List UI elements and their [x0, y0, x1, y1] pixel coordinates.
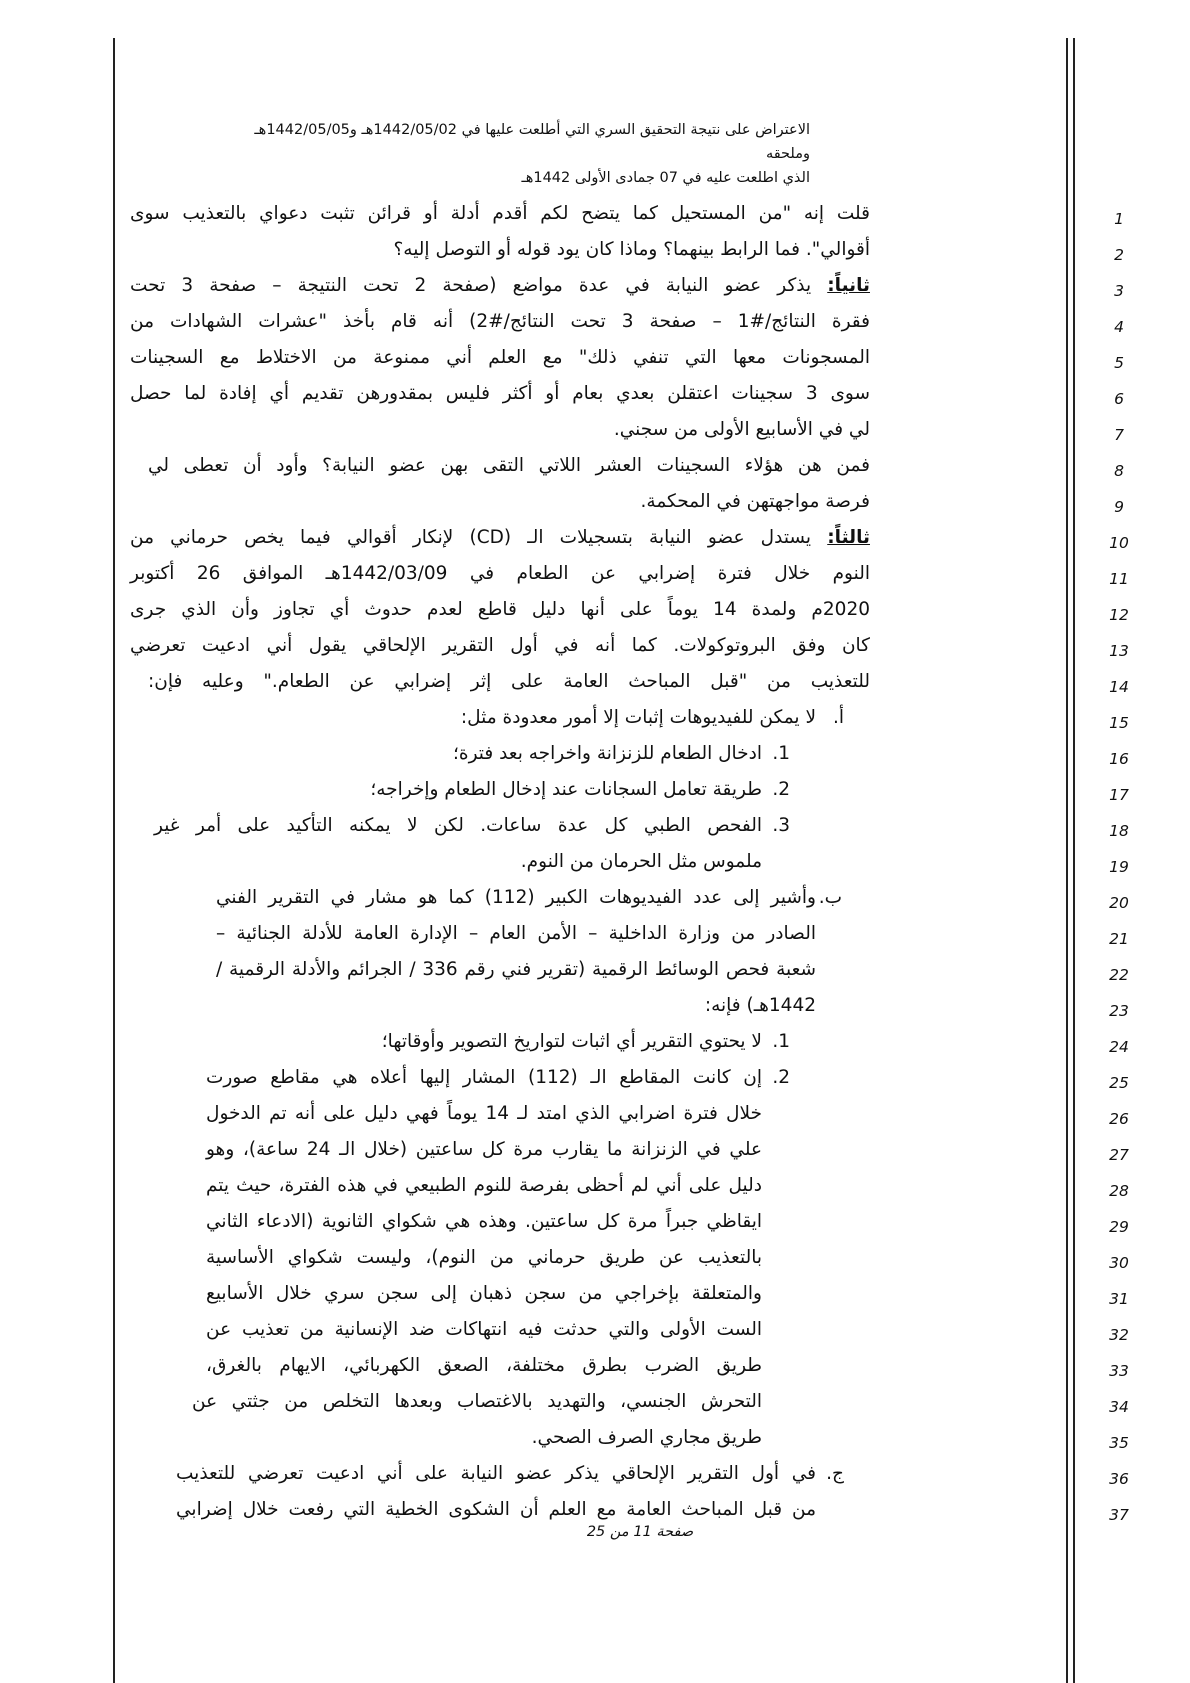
line-row [0, 1024, 1190, 1060]
line-row [0, 880, 1190, 916]
line-text: طريقة تعامل السجانات عند إدخال الطعام وإخراجه؛ [370, 779, 762, 800]
line-number: 11 [1109, 570, 1129, 588]
line-row [0, 376, 1190, 412]
line-row [0, 1384, 1190, 1420]
section-label: ثانياً: [827, 275, 870, 296]
line-row [0, 628, 1190, 664]
line-row [0, 1276, 1190, 1312]
line-text: أقوالي". فما الرابط بينهما؟ وماذا كان يود قوله أو التوصل إليه؟ [393, 239, 870, 260]
document-header [210, 118, 810, 190]
line-number: 32 [1109, 1326, 1129, 1344]
line-text: التحرش الجنسي، والتهديد بالاغتصاب وبعدها التخلص من جثتي عن [192, 1391, 762, 1412]
line-row [0, 664, 1190, 700]
line-row [0, 988, 1190, 1024]
line-number: 31 [1109, 1290, 1129, 1308]
line-text: في أول التقرير الإلحاقي يذكر عضو النيابة على أني ادعيت تعرضي للتعذيب [176, 1463, 816, 1484]
line-number: 5 [1114, 354, 1124, 372]
line-text: ايقاظي جبراً مرة كل ساعتين. وهذه هي شكواي الثانوية (الادعاء الثاني [206, 1211, 762, 1232]
line-row [0, 304, 1190, 340]
line-row [0, 520, 1190, 556]
line-text: فرصة مواجهتهن في المحكمة. [640, 491, 870, 512]
line-text: علي في الزنزانة ما يقارب مرة كل ساعتين (خلال الـ 24 ساعة)، وهو [206, 1139, 763, 1160]
line-text: من قبل المباحث العامة مع العلم أن الشكوى الخطية التي رفعت خلال إضرابي [176, 1499, 816, 1520]
line-number: 36 [1109, 1470, 1129, 1488]
line-text: فقرة النتائج/#1 – صفحة 3 تحت النتائج/#2) أنه قام بأخذ "عشرات الشهادات من [130, 311, 871, 332]
line-text: المسجونات معها التي تنفي ذلك" مع العلم أني ممنوعة من الاختلاط مع السجينات [130, 347, 870, 368]
list-marker: 1. [772, 1031, 790, 1052]
line-number: 19 [1109, 858, 1129, 876]
line-text: طريق مجاري الصرف الصحي. [531, 1427, 762, 1448]
line-number: 33 [1109, 1362, 1129, 1380]
line-text: ادخال الطعام للزنزانة واخراجه بعد فترة؛ [453, 743, 762, 764]
line-text: كان وفق البروتوكولات. كما أنه في أول التقرير الإلحاقي يقول أني ادعيت تعرضي [130, 635, 870, 656]
line-number: 17 [1109, 786, 1129, 804]
line-text: خلال فترة اضرابي الذي امتد لـ 14 يوماً فهي دليل على أنه تم الدخول [206, 1103, 762, 1124]
line-row [0, 772, 1190, 808]
list-marker: 3. [772, 815, 790, 836]
line-text: إن كانت المقاطع الـ (112) المشار إليها أعلاه هي مقاطع صورت [206, 1067, 762, 1088]
list-marker: ج. [826, 1463, 844, 1484]
line-number: 15 [1109, 714, 1129, 732]
line-number: 29 [1109, 1218, 1129, 1236]
line-row [0, 1420, 1190, 1456]
line-number: 23 [1109, 1002, 1129, 1020]
line-text: بالتعذيب عن طريق حرماني من النوم)، وليست شكواي الأساسية [206, 1247, 762, 1268]
list-marker: 2. [772, 1067, 790, 1088]
line-number: 6 [1114, 390, 1124, 408]
list-marker: 2. [772, 779, 790, 800]
line-row [0, 1456, 1190, 1492]
line-row [0, 952, 1190, 988]
line-text: لي في الأسابيع الأولى من سجني. [613, 419, 870, 440]
line-number: 24 [1109, 1038, 1129, 1056]
line-text: 1442هـ) فإنه: [704, 995, 816, 1016]
line-number: 35 [1109, 1434, 1129, 1452]
line-number: 22 [1109, 966, 1129, 984]
line-row [0, 340, 1190, 376]
line-number: 13 [1109, 642, 1129, 660]
line-text [130, 268, 870, 304]
line-number: 7 [1114, 426, 1124, 444]
line-text: 2020م ولمدة 14 يوماً على أنها دليل قاطع لعدم حدوث أي تجاوز وأن الذي جرى [130, 599, 870, 620]
line-text: شعبة فحص الوسائط الرقمية (تقرير فني رقم 336 / الجرائم والأدلة الرقمية / [216, 959, 816, 980]
line-row [0, 232, 1190, 268]
line-row [0, 592, 1190, 628]
line-row [0, 448, 1190, 484]
line-row [0, 1060, 1190, 1096]
line-row [0, 268, 1190, 304]
header-line-2: الذي اطلعت عليه في 07 جمادى الأولى 1442هـ [521, 170, 810, 186]
line-text: ملموس مثل الحرمان من النوم. [520, 851, 762, 872]
line-row [0, 1096, 1190, 1132]
line-row [0, 196, 1190, 232]
line-row [0, 736, 1190, 772]
line-number: 34 [1109, 1398, 1129, 1416]
page-number: صفحة 11 من 25 [586, 1524, 694, 1540]
line-row [0, 844, 1190, 880]
list-marker: 1. [772, 743, 790, 764]
line-number: 9 [1114, 498, 1124, 516]
line-number: 20 [1109, 894, 1129, 912]
line-text-body: يذكر عضو النيابة في عدة مواضع (صفحة 2 تحت النتيجة – صفحة 3 تحت [130, 275, 828, 296]
line-number: 2 [1114, 246, 1124, 264]
section-label: ثالثاً: [827, 527, 870, 548]
line-number: 4 [1114, 318, 1124, 336]
line-row [0, 700, 1190, 736]
line-row [0, 484, 1190, 520]
list-marker: أ. [832, 707, 844, 728]
line-text: لا يحتوي التقرير أي اثبات لتواريخ التصوير وأوقاتها؛ [381, 1031, 762, 1052]
line-row [0, 1348, 1190, 1384]
line-row [0, 1312, 1190, 1348]
line-number: 18 [1109, 822, 1129, 840]
line-number: 12 [1109, 606, 1129, 624]
line-text: طريق الضرب بطرق مختلفة، الصعق الكهربائي، الايهام بالغرق، [206, 1355, 762, 1376]
line-number: 3 [1114, 282, 1124, 300]
line-number: 14 [1109, 678, 1129, 696]
line-number: 26 [1109, 1110, 1129, 1128]
line-number: 8 [1114, 462, 1124, 480]
line-number: 37 [1109, 1506, 1129, 1524]
line-row [0, 1240, 1190, 1276]
line-text: الفحص الطبي كل عدة ساعات. لكن لا يمكنه التأكيد على أمر غير [154, 815, 762, 836]
line-text: وأشير إلى عدد الفيديوهات الكبير (112) كما هو مشار في التقرير الفني [216, 887, 816, 908]
header-line-1: الاعتراض على نتيجة التحقيق السري التي أطلعت عليها في 1442/05/02هـ و1442/05/05هـ وملحقه [254, 122, 810, 162]
line-text: النوم خلال فترة إضرابي عن الطعام في 1442/03/09هـ الموافق 26 أكتوبر [130, 563, 870, 584]
line-row [0, 916, 1190, 952]
line-text: دليل على أني لم أحظى بفرصة للنوم الطبيعي في هذه الفترة، حيث يتم [206, 1175, 762, 1196]
line-row [0, 808, 1190, 844]
line-text: فمن هن هؤلاء السجينات العشر اللاتي التقى بهن عضو النيابة؟ وأود أن تعطى لي [148, 455, 870, 476]
line-row [0, 556, 1190, 592]
line-number: 27 [1109, 1146, 1129, 1164]
line-number: 1 [1114, 210, 1124, 228]
line-row [0, 1492, 1190, 1528]
line-text-body: يستدل عضو النيابة بتسجيلات الـ (CD) لإنكار أقوالي فيما يخص حرماني من [130, 527, 828, 548]
line-row [0, 1168, 1190, 1204]
line-text: للتعذيب من "قبل المباحث العامة على إثر إضرابي عن الطعام." وعليه فإن: [148, 671, 870, 692]
line-text: الصادر من وزارة الداخلية – الأمن العام – الإدارة العامة للأدلة الجنائية – [216, 923, 816, 944]
list-marker: ب. [818, 887, 842, 908]
line-number: 16 [1109, 750, 1129, 768]
line-number: 28 [1109, 1182, 1129, 1200]
line-row [0, 1204, 1190, 1240]
line-text [130, 520, 870, 556]
line-text: قلت إنه "من المستحيل كما يتضح لكم أقدم أدلة أو قرائن تثبت دعواي بالتعذيب سوى [130, 203, 870, 224]
line-row [0, 412, 1190, 448]
line-number: 30 [1109, 1254, 1129, 1272]
line-number: 21 [1109, 930, 1129, 948]
line-text: سوى 3 سجينات اعتقلن بعدي بعام أو أكثر فليس بمقدورهن تقديم أي إفادة لما حصل [130, 383, 870, 404]
line-number: 25 [1109, 1074, 1129, 1092]
line-number: 10 [1109, 534, 1129, 552]
line-text: والمتعلقة بإخراجي من سجن ذهبان إلى سجن سري خلال الأسابيع [206, 1283, 762, 1304]
line-text: لا يمكن للفيديوهات إثبات إلا أمور معدودة مثل: [460, 707, 816, 728]
line-row [0, 1132, 1190, 1168]
line-text: الست الأولى والتي حدثت فيه انتهاكات ضد الإنسانية من تعذيب عن [206, 1319, 762, 1340]
